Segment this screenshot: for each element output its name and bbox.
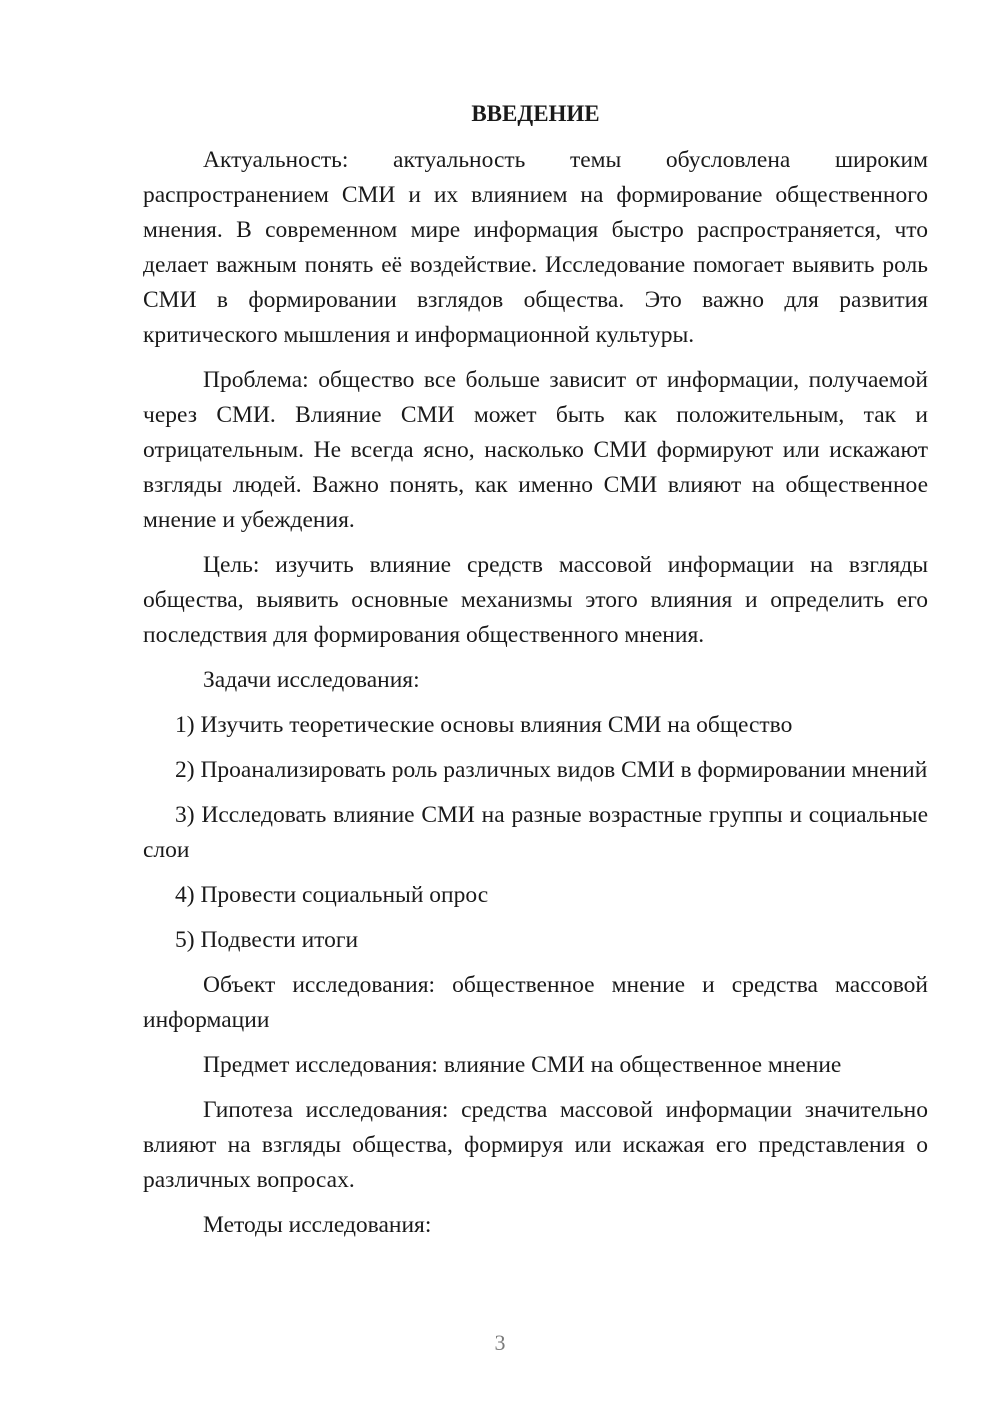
subject-paragraph: Предмет исследования: влияние СМИ на общественное мнение <box>203 1052 842 1078</box>
hypothesis-paragraph: Гипотеза исследования: средства массовой информации значительно влияют на взгляды общества, формируя или искажая его представления о различных вопросах. <box>143 1097 928 1193</box>
list-item: 1) Изучить теоретические основы влияния СМИ на общество <box>175 712 793 738</box>
object-paragraph: Объект исследования: общественное мнение и средства массовой информации <box>143 972 928 1033</box>
page-number: 3 <box>494 1330 506 1355</box>
list-item: 3) Исследовать влияние СМИ на разные возрастные группы и социальные слои <box>143 802 928 863</box>
tasks-heading: Задачи исследования: <box>203 667 420 693</box>
document-page <box>143 96 928 1243</box>
problem-paragraph: Проблема: общество все больше зависит от информации, получаемой через СМИ. Влияние СМИ может быть как положительным, так и отрицательным. Не всегда ясно, насколько СМИ формируют или искажают взгляды людей. Важно понять, как именно СМИ влияют на общественное мнение и убеждения. <box>143 367 928 533</box>
page-title: ВВЕДЕНИЕ <box>471 101 600 126</box>
list-item: 4) Провести социальный опрос <box>175 882 489 908</box>
tasks-list <box>143 708 928 958</box>
list-item: 2) Проанализировать роль различных видов СМИ в формировании мнений <box>175 757 928 783</box>
list-item: 5) Подвести итоги <box>175 927 359 953</box>
relevance-paragraph: Актуальность: актуальность темы обусловлена широким распространением СМИ и их влиянием на формирование общественного мнения. В современном мире информация быстро распространяется, что делает важным понять её воздействие. Исследование помогает выявить роль СМИ в формировании взглядов общества. Это важно для развития критического мышления и информационной культуры. <box>143 147 928 348</box>
methods-heading: Методы исследования: <box>203 1212 432 1238</box>
goal-paragraph: Цель: изучить влияние средств массовой информации на взгляды общества, выявить основные механизмы этого влияния и определить его последствия для формирования общественного мнения. <box>143 552 928 648</box>
